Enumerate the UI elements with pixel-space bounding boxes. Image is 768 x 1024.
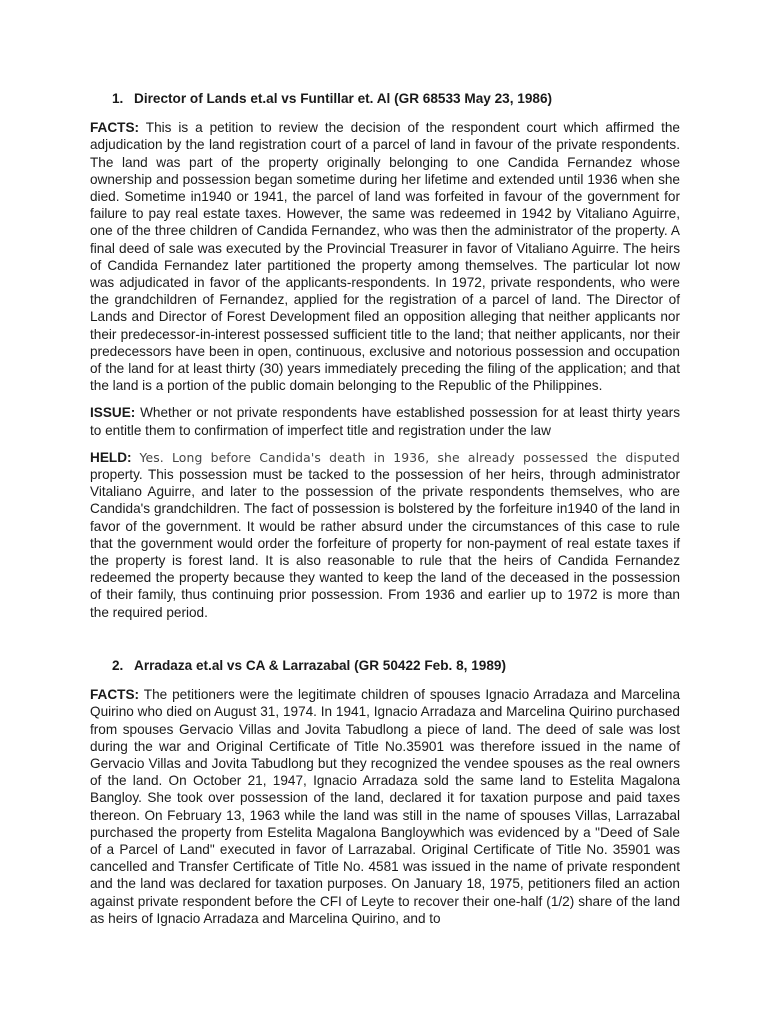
held-text: property. This possession must be tacked to the possession of her heirs, through administrator Vitaliano Aguirre, and later to the possession of the private respondents themselves, who are Candida's grandchildren. The fact of possession is bolstered by the forfeiture in1940 of the land in favor of the government. It would be rather absurd under the circumstances of this case to rule that the government would order the forfeiture of property for non-payment of real estate taxes if the property is forest land. It is also reasonable to rule that the heirs of Candida Fernandez redeemed the property because they wanted to keep the land of the deceased in the possession of their family, thus continuing prior possession. From 1936 and earlier up to 1972 is more than the required period. [90,467,680,620]
case-title-text: Arradaza et.al vs CA & Larrazabal (GR 50422 Feb. 8, 1989) [134,657,506,673]
facts-text: This is a petition to review the decision of the respondent court which affirmed the adjudication by the land registration court of a parcel of land in favour of the private respondents. The land was part of the property originally belonging to one Candida Fernandez whose ownership and possession began sometime during her lifetime and extended until 1936 when she died. Sometime in1940 or 1941, the parcel of land was forfeited in favour of the government for failure to pay real estate taxes. However, the same was redeemed in 1942 by Vitaliano Aguirre, one of the three children of Candida Fernandez, who was then the administrator of the property. A final deed of sale was executed by the Provincial Treasurer in favor of Vitaliano Aguirre. The heirs of Candida Fernandez later partitioned the property among themselves. The particular lot now was adjudicated in favor of the applicants-respondents. In 1972, private respondents, who were the grandchildren of Fernandez, applied for the registration of a parcel of land. The Director of Lands and Director of Forest Development filed an opposition alleging that neither applicants nor their predecessor-in-interest possessed sufficient title to the land; that neither applicants, nor their predecessors have been in open, continuous, exclusive and notorious possession and occupation of the land for at least thirty (30) years immediately preceding the filing of the application; and that the land is a portion of the public domain belonging to the Republic of the Philippines. [90,120,680,394]
issue-paragraph [90,404,680,438]
issue-label: ISSUE: [90,405,136,421]
case-number: 2. [112,657,124,673]
case-title-2 [112,657,680,674]
facts-paragraph [90,119,680,394]
held-first-line: Yes. Long before Candida's death in 1936, she already possessed the disputed [139,449,680,465]
case-section-1 [90,90,680,621]
issue-text: Whether or not private respondents have established possession for at least thirty years to entitle them to confirmation of imperfect title and registration under the law [90,405,681,438]
case-title-1 [112,90,680,107]
case-number: 1. [112,91,124,106]
case-title-text: Director of Lands et.al vs Funtillar et. Al (GR 68533 May 23, 1986) [134,91,553,106]
facts-paragraph [90,686,680,927]
case-section-2 [90,657,680,927]
facts-label: FACTS: [90,120,140,136]
facts-label: FACTS: [90,687,140,703]
facts-text: The petitioners were the legitimate children of spouses Ignacio Arradaza and Marcelina Quirino who died on August 31, 1974. In 1941, Ignacio Arradaza and Marcelina Quirino purchased from spouses Gervacio Villas and Jovita Tabudlong a piece of land. The deed of sale was lost during the war and Original Certificate of Title No.35901 was therefore issued in the name of Gervacio Villas and Jovita Tabudlong but they recognized the vendee spouses as the real owners of the land. On October 21, 1947, Ignacio Arradaza sold the same land to Estelita Magalona Bangloy. She took over possession of the land, declared it for taxation purpose and paid taxes thereon. On February 13, 1963 while the land was still in the name of spouses Villas, Larrazabal purchased the property from Estelita Magalona Bangloywhich was evidenced by a "Deed of Sale of a Parcel of Land" executed in favor of Larrazabal. Original Certificate of Title No. 35901 was cancelled and Transfer Certificate of Title No. 4581 was issued in the name of private respondent and the land was declared for taxation purposes. On January 18, 1975, petitioners filed an action against private respondent before the CFI of Leyte to recover their one-half (1/2) share of the land as heirs of Ignacio Arradaza and Marcelina Quirino, and to [90,687,681,926]
held-label: HELD: [90,449,132,465]
held-paragraph [90,449,680,621]
